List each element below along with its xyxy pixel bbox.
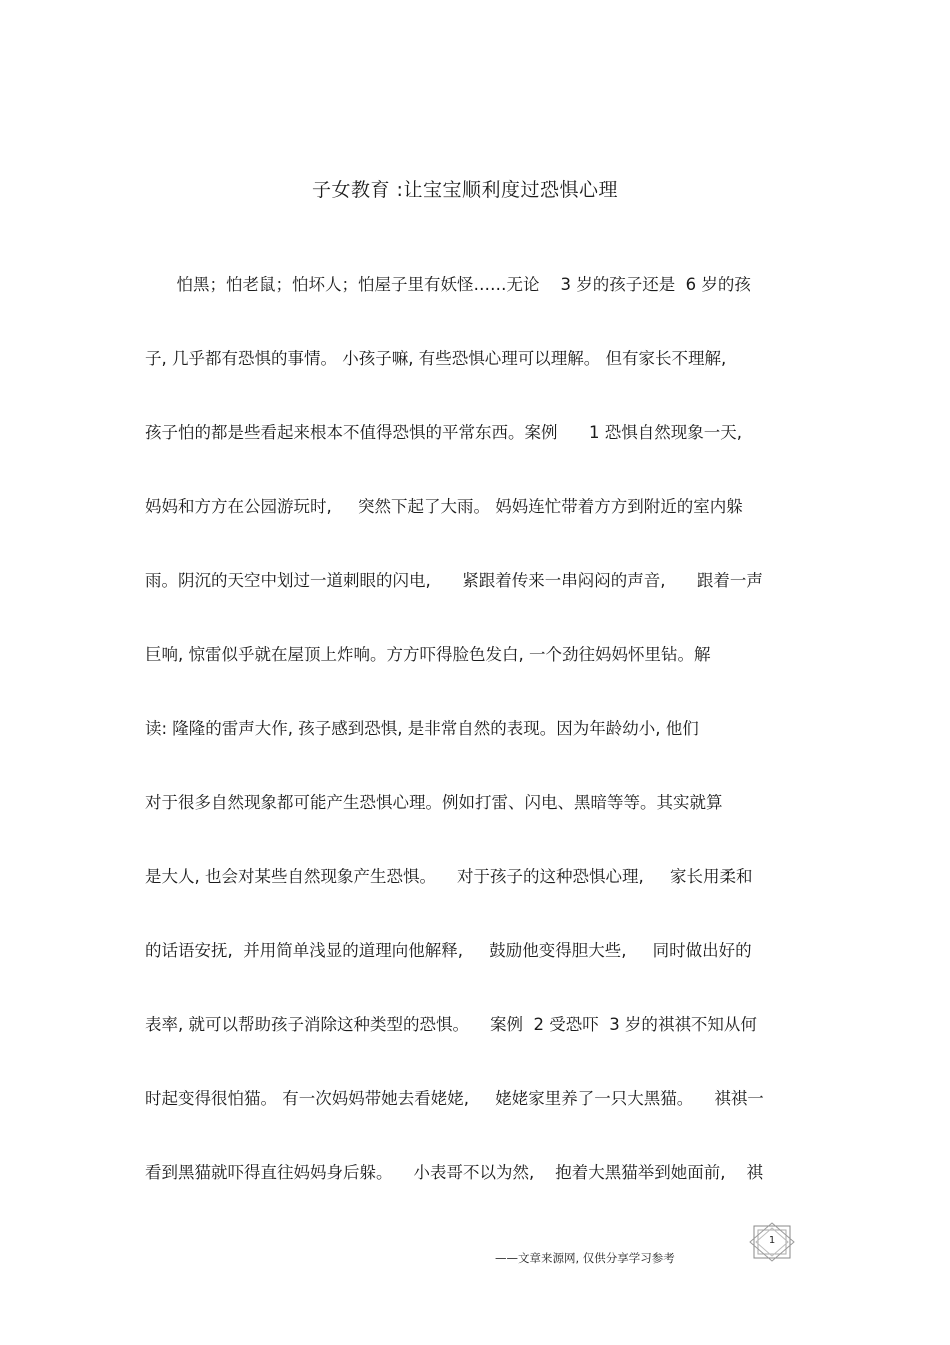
page-number-badge — [748, 1222, 796, 1262]
body-line: 的话语安抚, 并用简单浅显的道理向他解释, 鼓励他变得胆大些, 同时做出好的 — [145, 941, 752, 960]
body-line: 巨响, 惊雷似乎就在屋顶上炸响。方方吓得脸色发白, 一个劲往妈妈怀里钻。解 — [145, 645, 711, 664]
document-body — [145, 270, 807, 1232]
body-line: 看到黑猫就吓得直往妈妈身后躲。 小表哥不以为然, 抱着大黑猫举到她面前, 祺 — [145, 1163, 763, 1182]
body-line: 是大人, 也会对某些自然现象产生恐惧。 对于孩子的这种恐惧心理, 家长用柔和 — [145, 867, 753, 886]
body-line: 时起变得很怕猫。 有一次妈妈带她去看姥姥, 姥姥家里养了一只大黑猫。 祺祺一 — [145, 1089, 764, 1108]
body-line: 表率, 就可以帮助孩子消除这种类型的恐惧。 案例 2 受恐吓 3 岁的祺祺不知从何 — [145, 1015, 757, 1034]
body-line: 雨。阴沉的天空中划过一道刺眼的闪电, 紧跟着传来一串闷闷的声音, 跟着一声 — [145, 571, 763, 590]
body-line: 妈妈和方方在公园游玩时, 突然下起了大雨。 妈妈连忙带着方方到附近的室内躲 — [145, 497, 743, 516]
page-number: 1 — [768, 1235, 776, 1246]
body-line: 读: 隆隆的雷声大作, 孩子感到恐惧, 是非常自然的表现。因为年龄幼小, 他们 — [145, 719, 699, 738]
body-line: 对于很多自然现象都可能产生恐惧心理。例如打雷、闪电、黑暗等等。其实就算 — [145, 793, 723, 812]
body-line: 怕黑；怕老鼠；怕坏人；怕屋子里有妖怪……无论 3 岁的孩子还是 6 岁的孩 — [145, 275, 751, 294]
body-line: 子, 几乎都有恐惧的事情。 小孩子嘛, 有些恐惧心理可以理解。 但有家长不理解, — [145, 349, 727, 368]
body-line: 孩子怕的都是些看起来根本不值得恐惧的平常东西。案例 1 恐惧自然现象一天, — [145, 423, 742, 442]
source-footer: ——文章来源网, 仅供分享学习参考 — [495, 1251, 675, 1265]
document-title: 子女教育 :让宝宝顺利度过恐惧心理 — [312, 179, 618, 201]
